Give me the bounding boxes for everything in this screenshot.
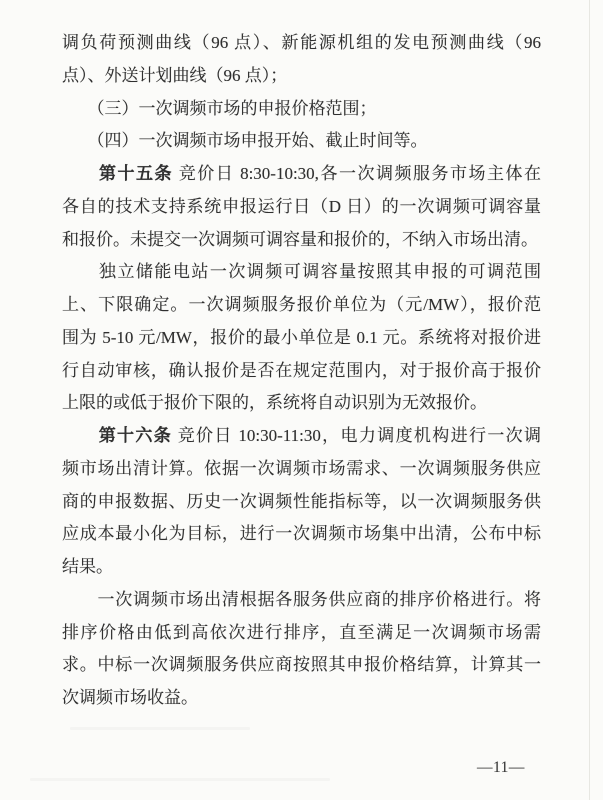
text-segment: 商的申报数据、历史一次调频性能指标等，以一次调频服务供	[62, 491, 541, 511]
text-segment: 一次调频市场出清根据各服务供应商的排序价格进行。将	[62, 589, 541, 609]
text-line	[62, 387, 541, 420]
text-segment: 各自的技术支持系统申报运行日（D 日）的一次调频可调容量	[62, 196, 541, 216]
text-line	[62, 617, 541, 650]
text-segment: 行自动审核，确认报价是否在规定范围内，对于报价高于报价	[62, 360, 541, 380]
text-segment: 竞价日 8:30-10:30,各一次调频服务市场主体在	[173, 164, 542, 183]
text-segment	[62, 164, 99, 183]
text-segment: 和报价。未提交一次调频可调容量和报价的，不纳入市场出清。	[62, 229, 538, 249]
text-segment: 应成本最小化为目标，进行一次调频市场集中出清，公布中标	[62, 524, 541, 544]
article-heading: 第十五条	[99, 164, 174, 183]
text-segment: 上、下限确定。一次调频服务报价单位为（元/MW），报价范	[62, 295, 541, 314]
text-segment: 结果。	[62, 557, 113, 576]
text-line	[62, 322, 541, 355]
text-segment: 频市场出清计算。依据一次调频市场需求、一次调频服务供应	[62, 458, 541, 478]
text-line	[62, 125, 541, 158]
text-line	[62, 518, 541, 551]
text-segment: 求。中标一次调频服务供应商按照其申报价格结算，计算其一	[62, 655, 541, 675]
text-segment: （三）一次调频市场的申报价格范围；	[62, 98, 377, 118]
scan-smudge-artifact	[30, 778, 330, 781]
text-segment: 上限的或低于报价下限的，系统将自动识别为无效报价。	[62, 393, 487, 413]
text-line	[62, 551, 541, 584]
text-segment: 点）、外送计划曲线（96 点）；	[62, 65, 288, 85]
page-number: —11—	[477, 759, 525, 776]
text-line	[62, 27, 541, 60]
scan-edge-artifact	[589, 0, 590, 800]
article-heading: 第十六条	[98, 426, 173, 445]
text-line	[62, 486, 541, 519]
text-line	[62, 355, 541, 388]
text-line	[62, 584, 541, 617]
text-line	[62, 158, 541, 191]
text-line	[62, 256, 541, 289]
text-segment	[62, 426, 99, 445]
text-segment: 围为 5-10 元/MW，报价的最小单位是 0.1 元。系统将对报价进	[62, 327, 541, 347]
text-line	[62, 289, 541, 322]
text-segment: 排序价格由低到高依次进行排序，直至满足一次调频市场需	[62, 622, 541, 642]
text-segment: （四）一次调频市场申报开始、截止时间等。	[62, 131, 428, 151]
text-line	[62, 93, 541, 126]
text-line	[62, 224, 541, 257]
text-line	[62, 682, 541, 715]
text-segment: 次调频市场收益。	[62, 688, 198, 707]
text-segment: 调负荷预测曲线（96 点）、新能源机组的发电预测曲线（96	[62, 33, 541, 52]
text-segment: 独立储能电站一次调频可调容量按照其申报的可调范围	[62, 262, 541, 282]
text-segment: 竞价日 10:30-11:30，电力调度机构进行一次调	[172, 426, 542, 445]
text-line	[62, 60, 541, 93]
text-line	[62, 191, 541, 224]
text-line	[62, 453, 541, 486]
scan-smudge-artifact	[70, 727, 250, 730]
text-line	[62, 420, 541, 453]
text-line	[62, 649, 541, 682]
document-body	[62, 27, 541, 715]
